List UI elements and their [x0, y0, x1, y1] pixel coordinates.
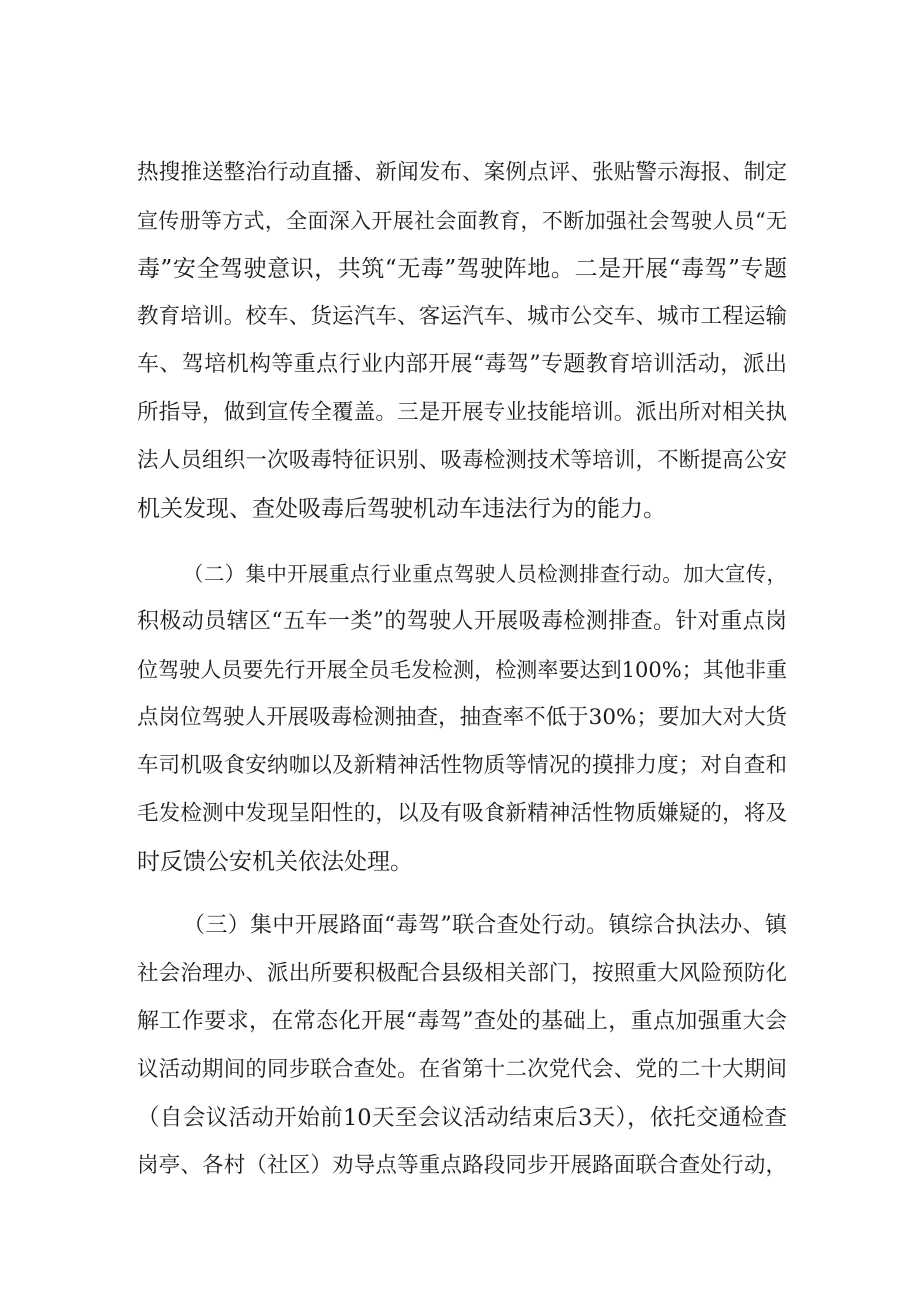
text-line-12: 点岗位驾驶人开展吸毒检测抽查，抽查率不低于30%；要加大对大货	[137, 705, 787, 730]
paragraph-3-heading-line: （三）集中开展路面“毒驾”联合查处行动。镇综合执法办、镇	[183, 913, 787, 938]
text-line-3: 毒”安全驾驶意识，共筑“无毒”驾驶阵地。二是开展“毒驾”专题	[137, 256, 787, 282]
paragraph-2-heading-line: （二）集中开展重点行业重点驾驶人员检测排查行动。加大宣传，	[183, 562, 787, 586]
text-line-2: 宣传册等方式，全面深入开展社会面教育，不断加强社会驾驶人员“无	[137, 209, 787, 233]
text-line-19: 议活动期间的同步联合查处。在省第十二次党代会、党的二十大期间	[137, 1057, 787, 1082]
text-line-1: 热搜推送整治行动直播、新闻发布、案例点评、张贴警示海报、制定	[137, 160, 787, 185]
text-line-14: 毛发检测中发现呈阳性的，以及有吸食新精神活性物质嫌疑的，将及	[137, 801, 787, 826]
text-line-21: 岗亭、各村（社区）劝导点等重点路段同步开展路面联合查处行动，	[137, 1153, 787, 1178]
text-line-4: 教育培训。校车、货运汽车、客运汽车、城市公交车、城市工程运输	[137, 304, 787, 329]
text-line-7: 法人员组织一次吸毒特征识别、吸毒检测技术等培训，不断提高公安	[137, 448, 787, 473]
text-line-18: 解工作要求，在常态化开展“毒驾”查处的基础上，重点加强重大会	[137, 1009, 787, 1034]
text-line-8: 机关发现、查处吸毒后驾驶机动车违法行为的能力。	[137, 496, 666, 522]
text-line-13: 车司机吸食安纳咖以及新精神活性物质等情况的摸排力度；对自查和	[137, 753, 787, 778]
text-line-17: 社会治理办、派出所要积极配合县级相关部门，按照重大风险预防化	[137, 961, 787, 986]
text-line-10: 积极动员辖区“五车一类”的驾驶人开展吸毒检测排查。针对重点岗	[137, 609, 787, 634]
text-line-5: 车、驾培机构等重点行业内部开展“毒驾”专题教育培训活动，派出	[137, 352, 787, 377]
text-line-15: 时反馈公安机关依法处理。	[137, 849, 413, 875]
text-line-20: （自会议活动开始前10天至会议活动结束后3天），依托交通检查	[137, 1105, 787, 1131]
text-line-6: 所指导，做到宣传全覆盖。三是开展专业技能培训。派出所对相关执	[137, 400, 787, 425]
text-line-11: 位驾驶人员要先行开展全员毛发检测，检测率要达到100%；其他非重	[137, 658, 787, 682]
